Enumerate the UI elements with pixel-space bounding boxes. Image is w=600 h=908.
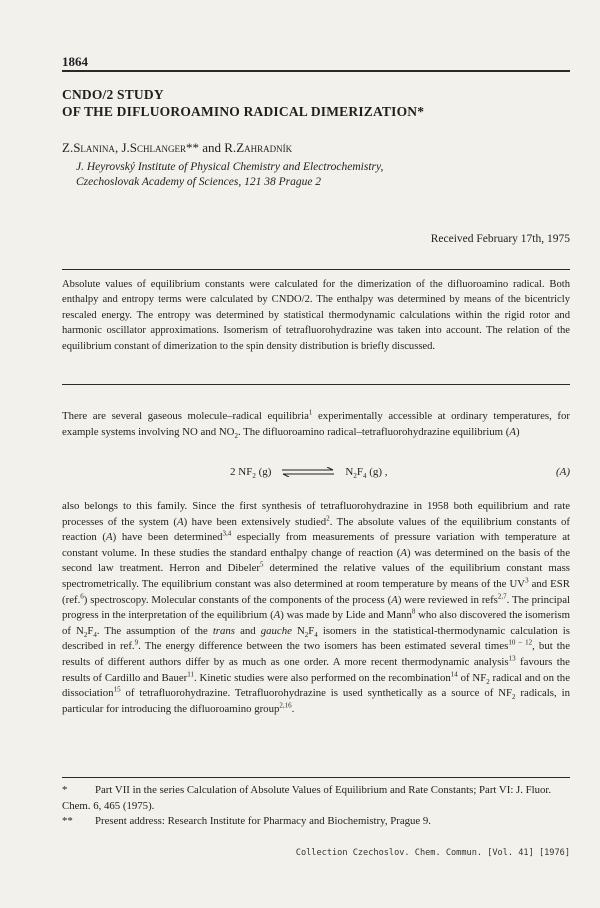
footnote-2 [62, 814, 570, 830]
text-run: , but the results of different authors differ by as much as one order. A more recent thermodynamic analysis [62, 640, 570, 668]
reaction-ref: A [106, 531, 113, 544]
citation: 2 [326, 514, 330, 522]
text-run: . The assumption of the [96, 624, 213, 637]
citation: 2,16 [279, 701, 292, 710]
text-run: . The principal progress in the interpretation of the equilibrium ( [62, 593, 570, 622]
citation: 15 [113, 685, 121, 694]
text-run: ) were reviewed in refs [397, 593, 498, 606]
title-line-1: CNDO/2 STUDY [62, 87, 164, 102]
citation: 9 [134, 638, 139, 647]
equation-label: (A) [555, 466, 570, 478]
text-run: ) spectroscopy. Molecular constants of the components of the process ( [83, 593, 392, 606]
reaction-ref: A [391, 593, 398, 606]
author-2-initial: J. [121, 140, 130, 155]
equation-A [62, 466, 570, 482]
text-run: . The difluoroamino radical–tetrafluorohydrazine equilibrium ( [237, 425, 510, 438]
author-2-footnote-mark: ** [185, 140, 199, 155]
citation: 14 [450, 669, 458, 678]
subscript: 2 [252, 472, 256, 481]
author-list [62, 140, 570, 156]
author-1-name: Slanina [73, 140, 115, 155]
equilibrium-arrow-icon [281, 467, 335, 477]
text-run: radical and on the dissociation [62, 671, 570, 700]
journal-footer: Collection Czechoslov. Chem. Commun. [Vol. 41] [1976] [295, 848, 570, 858]
equation-body [230, 466, 388, 481]
citation: 3 [525, 576, 529, 585]
text-run: There are several gaseous molecule–radical equilibria [62, 410, 309, 422]
page-number: 1864 [62, 54, 88, 69]
text-run: and ESR (ref. [62, 577, 570, 606]
italic-term: trans [212, 624, 236, 637]
text-run: isomers in the statistical-thermodynamic calculation is described in ref. [62, 624, 570, 653]
reaction-ref: A [509, 425, 516, 438]
text-run: determined the relative values of the equilibrium constant mass spectrometrically. The equilibrium constant was also determined at room temperature by means of the UV [62, 562, 571, 590]
reaction-ref: A [400, 546, 407, 559]
text-run: F [308, 624, 315, 637]
subscript: 4 [362, 472, 367, 481]
author-3-initial: R. [224, 140, 237, 155]
footnote-2-mark: ** [62, 815, 73, 828]
eq-state: (g) [255, 466, 272, 478]
text-run: radicals, in particular for introducing the difluoroamino group [62, 687, 571, 715]
abstract-rule-bottom [62, 384, 570, 385]
citation: 11 [187, 669, 194, 678]
subscript: 4 [314, 630, 318, 639]
reaction-ref: A [273, 609, 281, 622]
author-separator: , [114, 140, 122, 155]
affiliation-line-1: J. Heyrovský Institute of Physical Chemistry and Electrochemistry, [76, 161, 384, 173]
title-line-2: OF THE DIFLUOROAMINO RADICAL DIMERIZATION* [62, 104, 425, 119]
citation: 2,7 [497, 591, 507, 600]
subscript: 2 [486, 677, 490, 686]
affiliation [76, 160, 570, 190]
footnote-1 [62, 783, 570, 814]
subscript: 2 [512, 693, 516, 702]
header-rule [62, 70, 570, 72]
text-run: of NF [457, 671, 487, 684]
italic-term: gauche [260, 624, 292, 637]
author-3-name: Zahradník [236, 140, 293, 155]
text-run: experimentally accessible at ordinary temperatures, for example systems involving NO and NO [62, 410, 570, 438]
author-separator: and [198, 140, 225, 155]
subscript: 2 [234, 431, 238, 440]
text-run: ) was made by Lide and Mann [280, 609, 412, 622]
citation: 13 [508, 654, 516, 663]
body-paragraph-1 [62, 409, 570, 440]
article-title [62, 86, 570, 120]
body-paragraph-2 [62, 499, 570, 717]
text-run: . [291, 702, 295, 715]
citation: 10 – 12 [508, 638, 533, 647]
text-run: who also discovered the isomerism of N [62, 609, 570, 637]
footnote-1-mark: * [62, 784, 68, 796]
citation: 3,4 [222, 529, 232, 538]
abstract: Absolute values of equilibrium constants were calculated for the dimerization of the difluoroamino radical. Both enthalpy and entropy terms were calculated by CNDO/2. The enthalpy was determined by means of the bicentricly rescaled energy. The entropy was determined by statistical thermodynamic calculations within the rigid rotor and harmonic oscillator approximations. Isomerism of tetrafluorohydrazine was taken into account. The relation of the equilibrium constant of dimerization to the spin density distribution is briefly discussed. [62, 279, 570, 352]
text-run: ) have been extensively studied [183, 515, 327, 528]
citation: 8 [411, 607, 416, 616]
subscript: 2 [83, 630, 88, 639]
text-run: also belongs to this family. Since the first synthesis of tetrafluorohydrazine in 1958 both equilibrium and rate processes of the system ( [62, 500, 570, 528]
citation: 5 [259, 560, 264, 569]
text-run: . Kinetic studies were also performed on the recombination [194, 671, 451, 684]
author-1-initial: Z. [62, 140, 74, 155]
eq-state: (g) , [366, 466, 388, 478]
subscript: 2 [353, 472, 357, 481]
footnote-1-text: Part VII in the series Calculation of Absolute Values of Equilibrium and Rate Constants; Part VI: J. Fluor. Chem. 6, 465 (1975). [62, 784, 552, 812]
text-run: and [235, 624, 261, 637]
text-run: . The absolute values of the equilibrium constants of reaction ( [62, 515, 571, 544]
text-run: of tetrafluorohydrazine. Tetrafluorohydrazine is used synthetically as a source of NF [120, 687, 513, 700]
text-run: favours the results of Cardillo and Bauer [62, 655, 570, 684]
subscript: 2 [304, 630, 309, 639]
citation: 1 [308, 408, 313, 417]
text-run: especially from measurements of pressure variation with temperature at constant volume. In these studies the standard enthalpy change of reaction ( [62, 531, 570, 559]
text-run: ) have been determined [112, 531, 223, 544]
author-2-name: Schlanger [129, 140, 186, 155]
footnote-rule [62, 777, 570, 778]
subscript: 4 [93, 630, 97, 639]
text-run: F [87, 624, 94, 637]
text-run: N [291, 624, 305, 637]
received-date: Received February 17th, 1975 [430, 233, 570, 245]
abstract-rule-top [62, 269, 570, 270]
citation: 6 [80, 591, 84, 600]
footnote-2-text: Present address: Research Institute for Pharmacy and Biochemistry, Prague 9. [95, 815, 432, 828]
text-run: ) was determined on the basis of the second law treatment. Herron and Dibeler [62, 546, 570, 575]
text-run: . The energy difference between the two isomers has been estimated several times [138, 640, 509, 653]
reaction-ref: A [177, 515, 184, 528]
eq-product: F [356, 466, 363, 478]
eq-reactant: 2 NF [230, 466, 253, 478]
footnotes [62, 783, 570, 830]
affiliation-line-2: Czechoslovak Academy of Sciences, 121 38 Prague 2 [76, 176, 322, 188]
text-run: ) [515, 425, 520, 438]
eq-product: N [345, 466, 354, 478]
